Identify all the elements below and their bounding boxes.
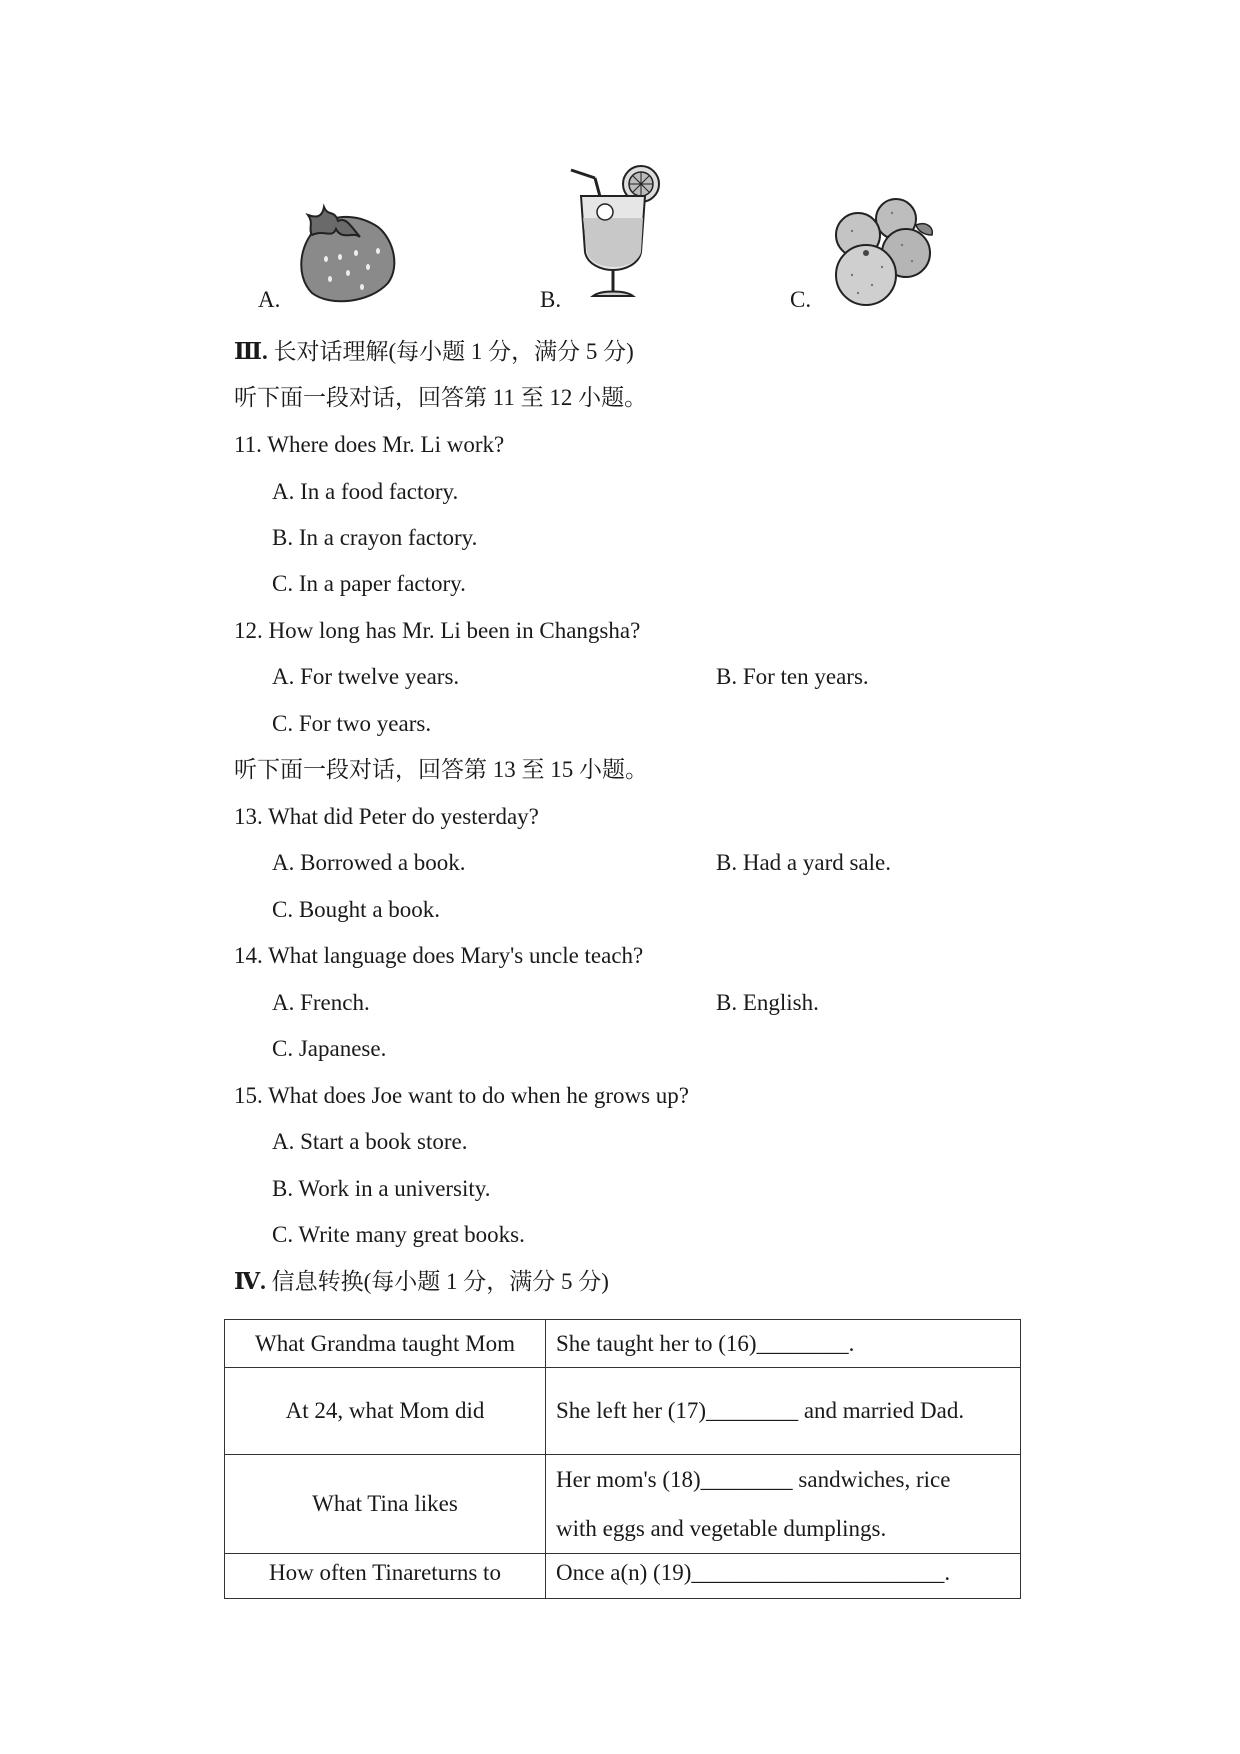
table-cell-left: How often Tinareturns to — [225, 1554, 546, 1599]
table-cell-right: She left her (17)________ and married Dad. — [546, 1368, 1021, 1455]
question-13-option-b: B. Had a yard sale. — [716, 850, 891, 875]
question-12-option-a: A. For twelve years. — [272, 664, 460, 689]
section4-heading — [234, 1267, 609, 1297]
question-14-option-a: A. French. — [272, 990, 370, 1015]
table-row — [225, 1554, 1021, 1599]
info-table — [224, 1319, 1021, 1599]
section4-title: 信息转换(每小题 1 分，满分 5 分) — [271, 1269, 609, 1294]
question-11-option-b: B. In a crayon factory. — [272, 525, 478, 550]
picture-label-b: B. — [540, 287, 562, 312]
section3-heading — [234, 337, 634, 367]
question-14-stem: 14. What language does Mary's uncle teach? — [234, 943, 644, 968]
oranges-icon — [822, 195, 940, 307]
table-cell-right-line-2: with eggs and vegetable dumplings. — [556, 1516, 887, 1541]
question-15-option-b: B. Work in a university. — [272, 1176, 491, 1201]
question-12-option-b: B. For ten years. — [716, 664, 869, 689]
question-13-option-c: C. Bought a book. — [272, 897, 441, 922]
table-cell-left: What Grandma taught Mom — [225, 1320, 546, 1368]
question-14-option-c: C. Japanese. — [272, 1036, 387, 1061]
picture-label-c: C. — [790, 287, 812, 312]
table-cell-left: What Tina likes — [225, 1455, 546, 1554]
section3-numeral: Ⅲ. — [234, 339, 268, 364]
table-row — [225, 1320, 1021, 1368]
question-14-option-b: B. English. — [716, 990, 819, 1015]
strawberry-icon — [290, 195, 402, 305]
juice-glass-icon — [565, 160, 675, 305]
picture-label-a: A. — [258, 287, 281, 312]
question-15-option-c: C. Write many great books. — [272, 1222, 525, 1247]
question-12-stem: 12. How long has Mr. Li been in Changsha? — [234, 618, 641, 643]
table-cell-right: She taught her to (16)________. — [546, 1320, 1021, 1368]
question-13-option-a: A. Borrowed a book. — [272, 850, 466, 875]
table-cell-right: Once a(n) (19)______________________. — [546, 1554, 1021, 1599]
table-row — [225, 1368, 1021, 1455]
table-cell-left: At 24, what Mom did — [225, 1368, 546, 1455]
table-cell-right — [546, 1455, 1021, 1554]
question-15-option-a: A. Start a book store. — [272, 1129, 468, 1154]
table-cell-right-line-1: Her mom's (18)________ sandwiches, rice — [556, 1467, 951, 1492]
section4-numeral: Ⅳ. — [234, 1269, 266, 1294]
section3-instruction-2: 听下面一段对话，回答第 13 至 15 小题。 — [234, 757, 648, 782]
question-11-stem: 11. Where does Mr. Li work? — [234, 432, 505, 457]
question-12-option-c: C. For two years. — [272, 711, 432, 736]
question-13-stem: 13. What did Peter do yesterday? — [234, 804, 539, 829]
question-11-option-c: C. In a paper factory. — [272, 571, 466, 596]
section3-title: 长对话理解(每小题 1 分，满分 5 分) — [273, 339, 634, 364]
section3-instruction-1: 听下面一段对话，回答第 11 至 12 小题。 — [234, 385, 648, 410]
table-row — [225, 1455, 1021, 1554]
question-11-option-a: A. In a food factory. — [272, 479, 459, 504]
question-15-stem: 15. What does Joe want to do when he grows up? — [234, 1083, 690, 1108]
